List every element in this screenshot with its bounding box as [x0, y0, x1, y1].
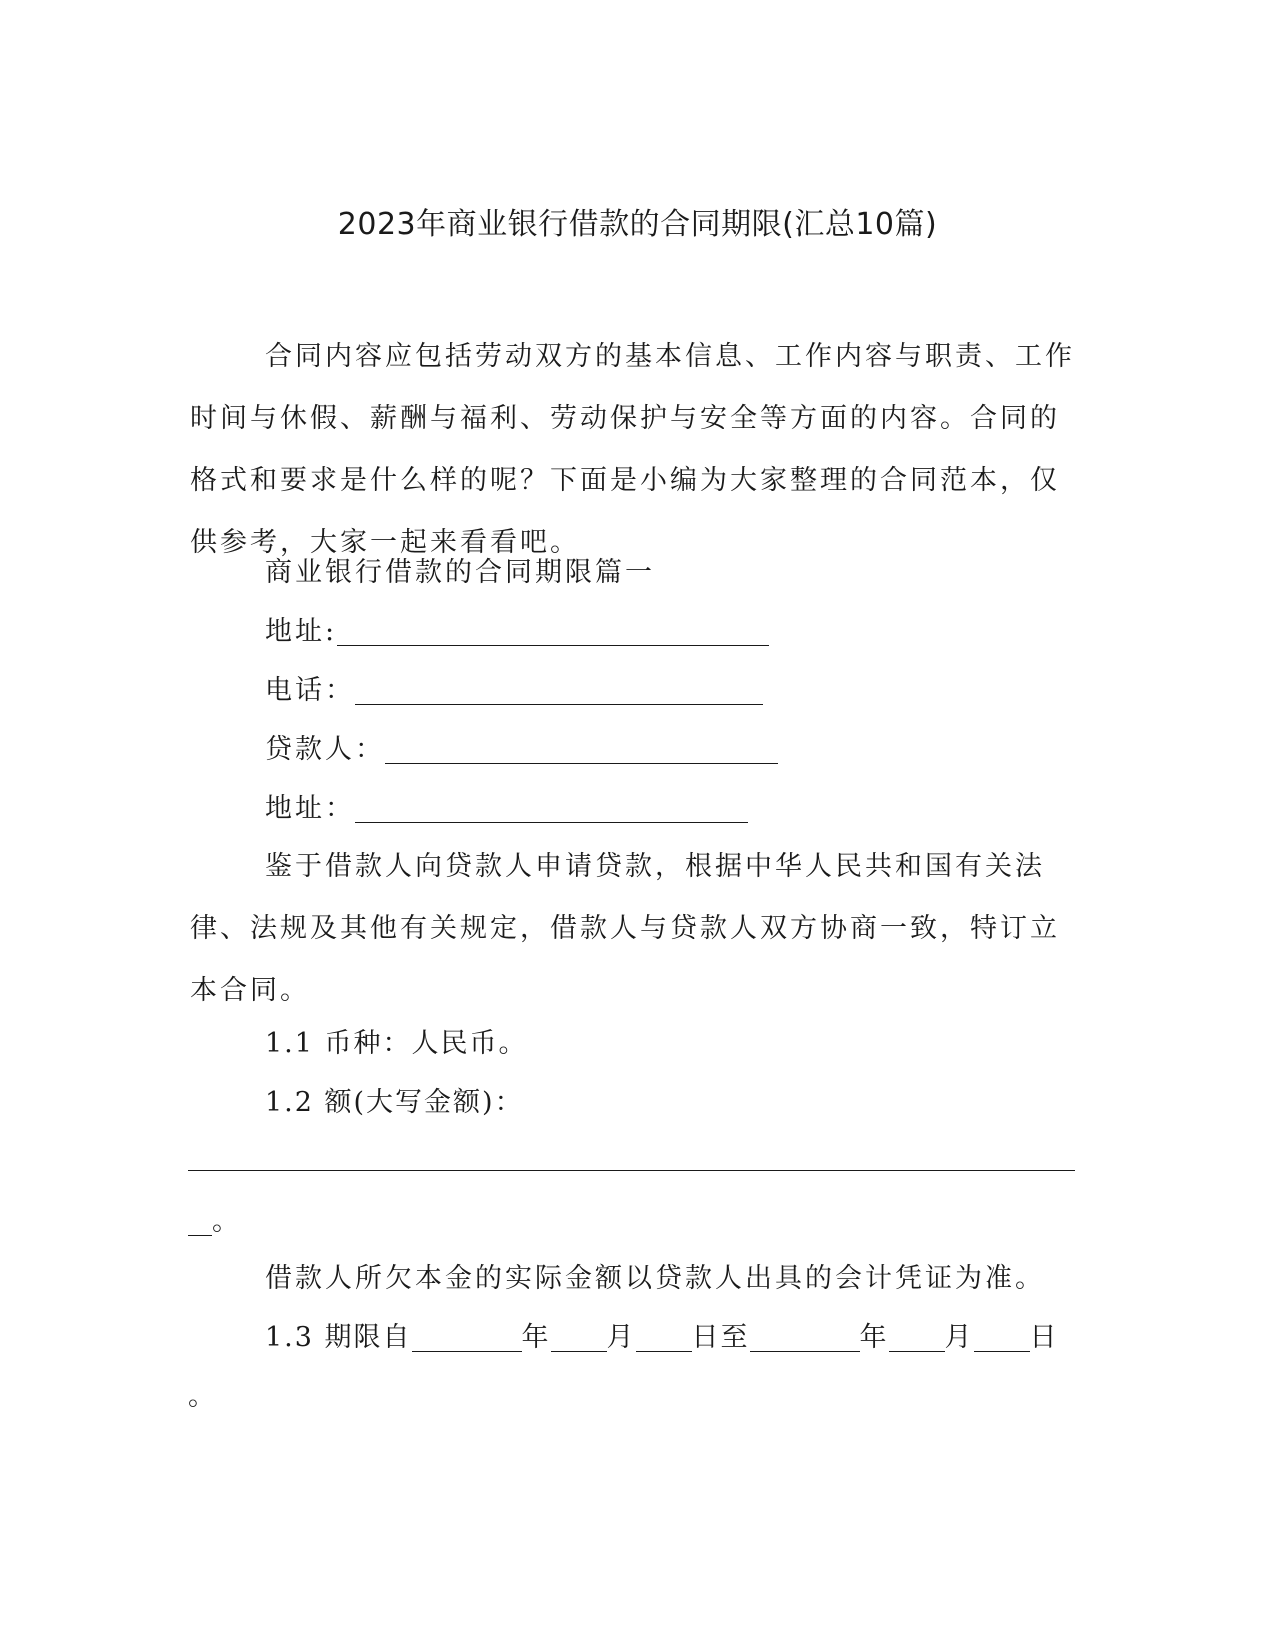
phone-label: 电话： [265, 675, 355, 706]
clause-1-1: 1.1 币种：人民币。 [265, 1028, 528, 1059]
section-heading: 商业银行借款的合同期限篇一 [265, 557, 655, 588]
intro-paragraph [190, 326, 1080, 574]
amount-end-mark: 。 [212, 1206, 242, 1237]
term-month2-label: 月 [944, 1322, 974, 1353]
lender-label: 贷款人： [265, 734, 385, 765]
clause-1-3 [265, 1318, 1059, 1358]
amount-blank-tail [188, 1202, 242, 1242]
phone-field [265, 671, 763, 711]
term-year-label: 年 [521, 1322, 551, 1353]
lender-blank[interactable] [385, 735, 778, 764]
document-title: 2023年商业银行借款的合同期限(汇总10篇) [337, 207, 938, 242]
end-month-blank[interactable] [889, 1323, 945, 1352]
start-day-blank[interactable] [636, 1323, 692, 1352]
principal-note: 借款人所欠本金的实际金额以贷款人出具的会计凭证为准。 [265, 1263, 1045, 1294]
address-label-1: 地址: [265, 616, 338, 647]
term-day-to-label: 日至 [691, 1322, 750, 1353]
amount-blank-line[interactable] [188, 1170, 1075, 1171]
address-label-2: 地址： [265, 793, 355, 824]
term-year2-label: 年 [859, 1322, 889, 1353]
phone-blank[interactable] [355, 676, 763, 705]
recital-text: 鉴于借款人向贷款人申请贷款，根据中华人民共和国有关法律、法规及其他有关规定，借款人与贷款人双方协商一致，特订立本合同。 [190, 851, 1060, 1006]
address-blank-1[interactable] [337, 617, 769, 646]
intro-text: 合同内容应包括劳动双方的基本信息、工作内容与职责、工作时间与休假、薪酬与福利、劳动保护与安全等方面的内容。合同的格式和要求是什么样的呢？下面是小编为大家整理的合同范本，仅供参考，大家一起来看看吧。 [190, 341, 1075, 558]
address-field-1 [265, 612, 769, 652]
address-field-2 [265, 789, 748, 829]
address-blank-2[interactable] [355, 794, 748, 823]
recital-paragraph [190, 836, 1080, 1022]
term-end-mark: 。 [188, 1381, 218, 1412]
end-year-blank[interactable] [750, 1323, 860, 1352]
start-year-blank[interactable] [412, 1323, 522, 1352]
term-day2-label: 日 [1029, 1322, 1059, 1353]
amount-blank-tail-line[interactable] [188, 1207, 212, 1236]
term-prefix: 1.3 期限自 [265, 1322, 412, 1353]
term-month-label: 月 [606, 1322, 636, 1353]
lender-field [265, 730, 778, 770]
start-month-blank[interactable] [551, 1323, 607, 1352]
clause-1-2: 1.2 额(大写金额)： [265, 1087, 524, 1118]
end-day-blank[interactable] [974, 1323, 1030, 1352]
